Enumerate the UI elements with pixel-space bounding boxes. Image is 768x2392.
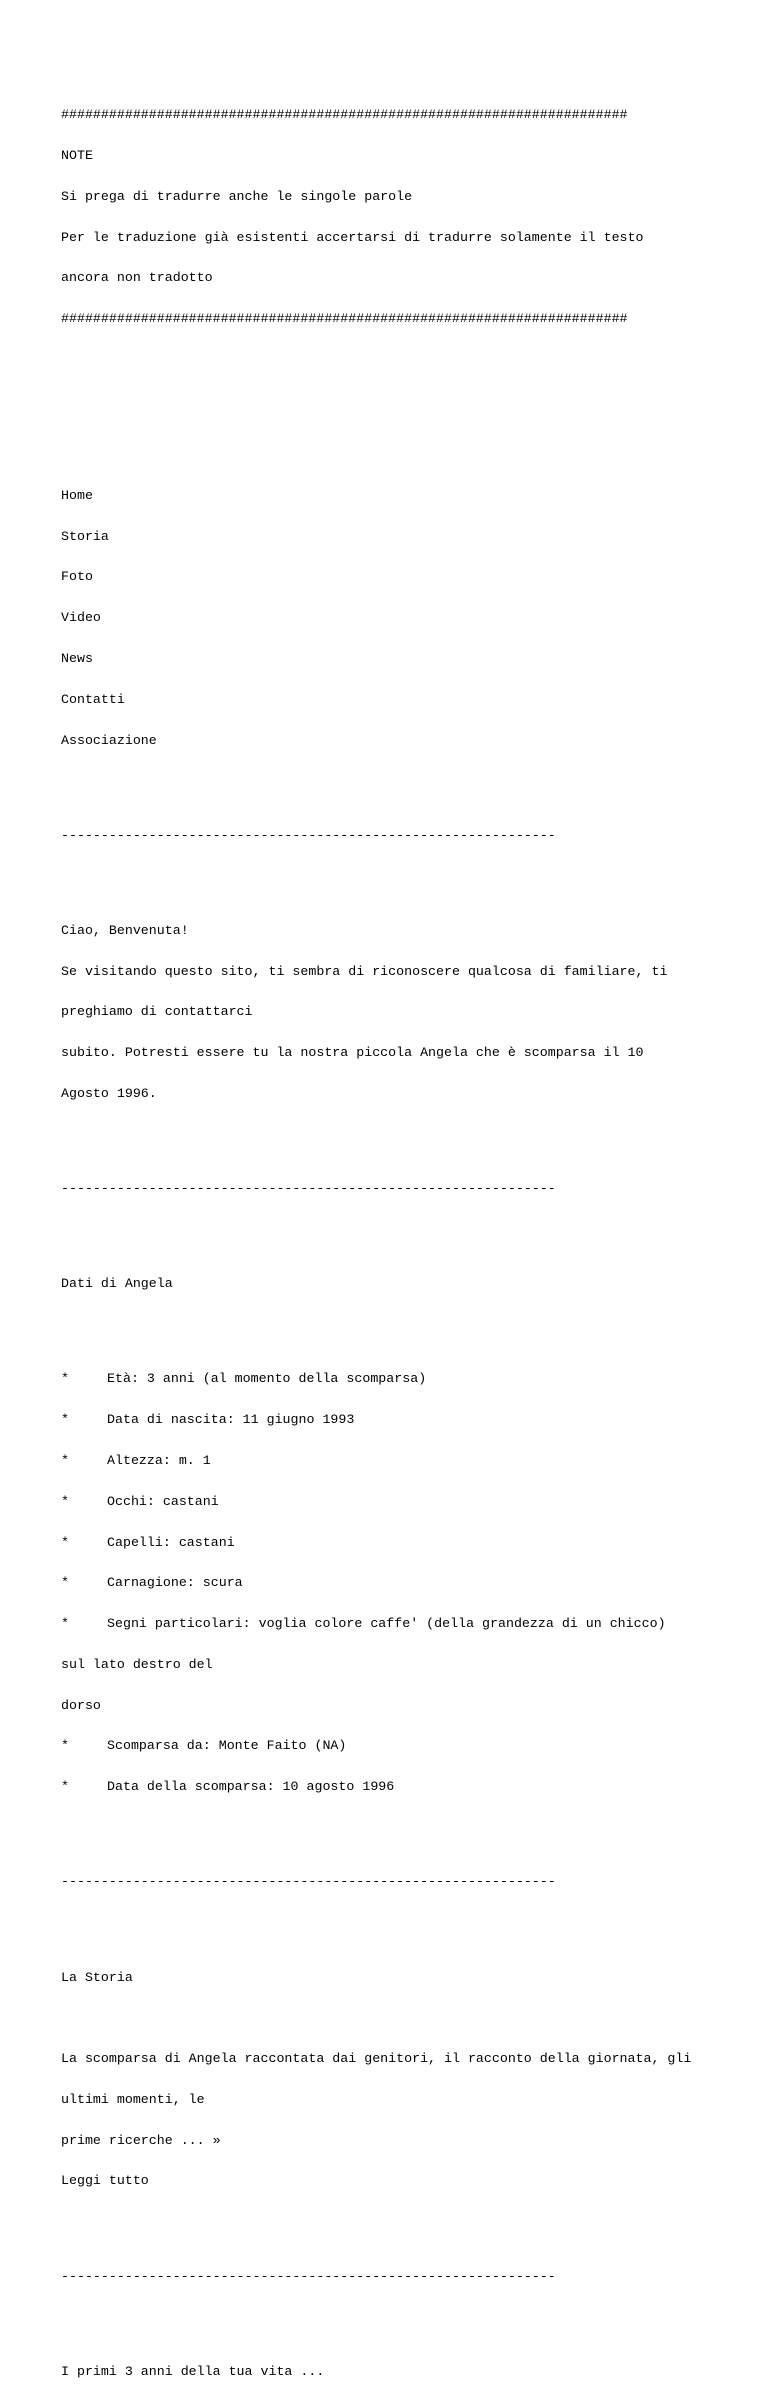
bullet-marker: * [61,1452,69,1468]
welcome-line-4: Agosto 1996. [61,1085,157,1101]
bullet-marker: * [61,1779,69,1795]
note-top-hash-line: ####################################################################### [61,107,628,123]
data-item-birthdate [61,1413,741,1427]
data-item-disappearance-date [61,1780,741,1794]
data-section-heading: Dati di Angela [61,1276,173,1292]
data-item-age [61,1372,741,1386]
divider-1: -------------------------------------------------------------- [61,827,556,843]
note-line-2: Per le traduzione già esistenti accertarsi di tradurre solamente il testo [61,229,644,245]
data-item-marks-continuation-2: dorso [61,1697,101,1713]
nav-link-associazione[interactable]: Associazione [61,732,157,748]
story-line-2: ultimi momenti, le [61,2091,205,2107]
data-item-eyes [61,1495,741,1509]
nav-link-home[interactable]: Home [61,487,93,503]
nav-link-contatti[interactable]: Contatti [61,691,125,707]
story-line-3: prime ricerche ... » [61,2132,221,2148]
first-years-heading: I primi 3 anni della tua vita ... [61,2363,325,2379]
note-line-3: ancora non tradotto [61,270,213,286]
welcome-line-3: subito. Potresti essere tu la nostra piccola Angela che è scomparsa il 10 [61,1045,644,1061]
bullet-marker: * [61,1738,69,1754]
data-item-text: Data di nascita: 11 giugno 1993 [107,1412,355,1428]
data-item-hair [61,1536,741,1550]
data-item-height [61,1454,741,1468]
bullet-marker: * [61,1575,69,1591]
story-line-1: La scomparsa di Angela raccontata dai genitori, il racconto della giornata, gli [61,2051,692,2067]
data-item-text: Segni particolari: voglia colore caffe' (della grandezza di un chicco) [107,1616,666,1632]
welcome-greeting: Ciao, Benvenuta! [61,922,189,938]
document-body [61,81,741,2392]
data-item-complexion [61,1576,741,1590]
data-item-text: Scomparsa da: Monte Faito (NA) [107,1738,347,1754]
bullet-marker: * [61,1412,69,1428]
bullet-marker: * [61,1534,69,1550]
welcome-line-1: Se visitando questo sito, ti sembra di riconoscere qualcosa di familiare, ti [61,963,668,979]
note-bottom-hash-line: ####################################################################### [61,311,628,327]
data-item-text: Età: 3 anni (al momento della scomparsa) [107,1371,427,1387]
note-line-1: Si prega di tradurre anche le singole parole [61,188,413,204]
divider-3: -------------------------------------------------------------- [61,1874,556,1890]
nav-link-storia[interactable]: Storia [61,528,109,544]
data-item-text: Occhi: castani [107,1493,219,1509]
read-more-link[interactable]: Leggi tutto [61,2173,149,2189]
story-heading: La Storia [61,1969,133,1985]
nav-link-video[interactable]: Video [61,610,101,626]
nav-link-foto[interactable]: Foto [61,569,93,585]
data-item-marks-continuation-1: sul lato destro del [61,1656,213,1672]
data-item-disappeared-from [61,1739,741,1753]
data-item-text: Altezza: m. 1 [107,1452,211,1468]
data-item-text: Data della scomparsa: 10 agosto 1996 [107,1779,395,1795]
divider-4: -------------------------------------------------------------- [61,2268,556,2284]
data-item-text: Capelli: castani [107,1534,235,1550]
bullet-marker: * [61,1371,69,1387]
bullet-marker: * [61,1493,69,1509]
nav-link-news[interactable]: News [61,650,93,666]
data-item-text: Carnagione: scura [107,1575,243,1591]
note-title: NOTE [61,147,93,163]
data-item-marks [61,1617,741,1631]
divider-2: -------------------------------------------------------------- [61,1181,556,1197]
welcome-line-2: preghiamo di contattarci [61,1004,253,1020]
bullet-marker: * [61,1616,69,1632]
